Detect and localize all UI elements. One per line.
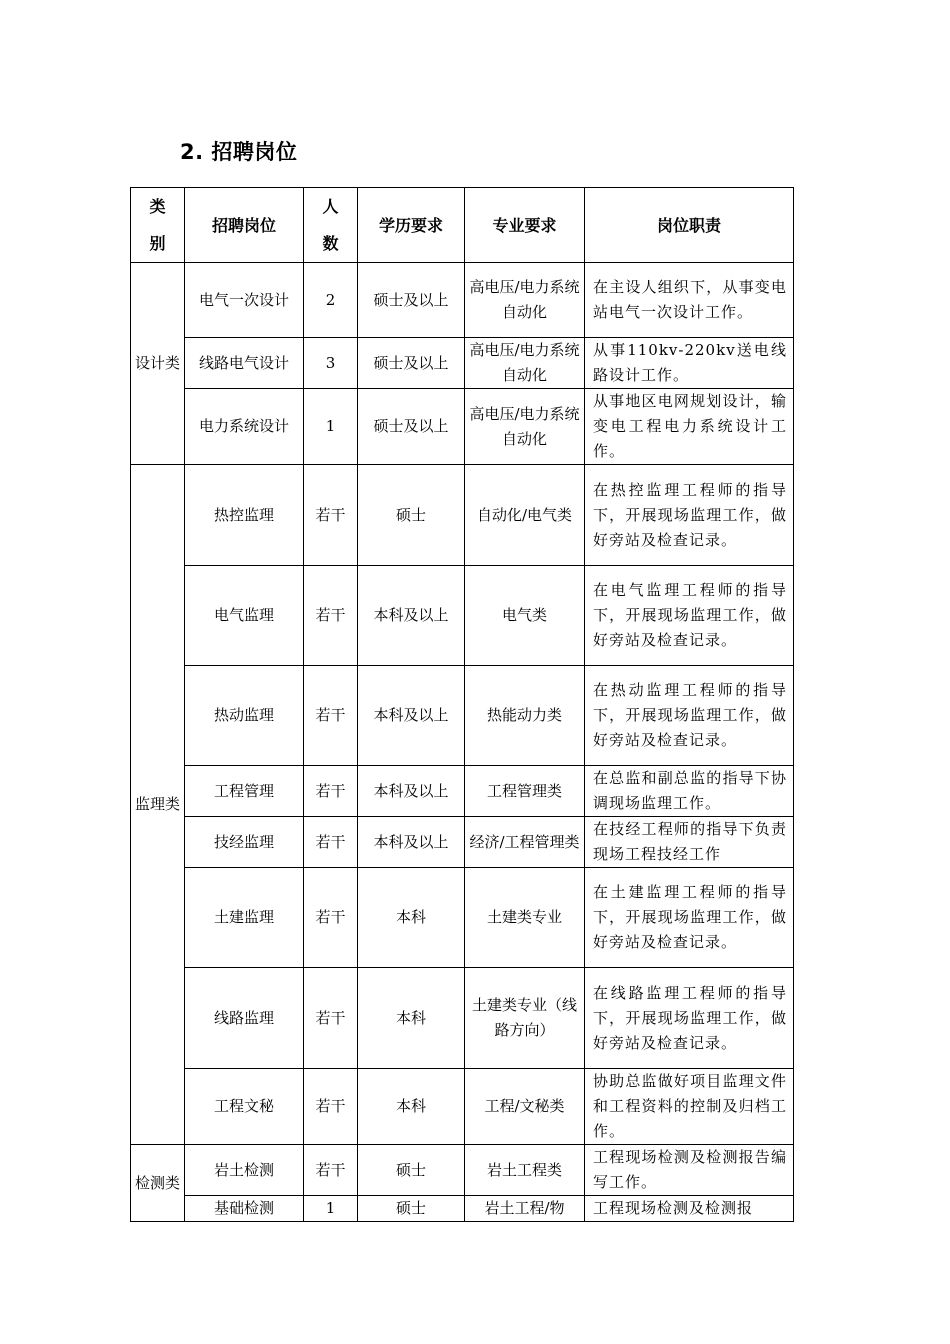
count-cell: 1 — [304, 1196, 358, 1222]
duties-cell: 在热动监理工程师的指导下，开展现场监理工作，做好旁站及检查记录。 — [585, 666, 794, 766]
major-cell: 工程/文秘类 — [465, 1069, 585, 1145]
position-cell: 技经监理 — [185, 817, 304, 868]
major-cell: 电气类 — [465, 566, 585, 666]
count-cell: 1 — [304, 389, 358, 465]
major-cell: 经济/工程管理类 — [465, 817, 585, 868]
major-cell: 土建类专业 — [465, 868, 585, 968]
major-cell: 岩土工程类 — [465, 1145, 585, 1196]
position-cell: 工程管理 — [185, 766, 304, 817]
major-cell: 高电压/电力系统自动化 — [465, 263, 585, 338]
count-cell: 若干 — [304, 1145, 358, 1196]
major-cell: 岩土工程/物 — [465, 1196, 585, 1222]
major-cell: 自动化/电气类 — [465, 465, 585, 566]
major-cell: 热能动力类 — [465, 666, 585, 766]
position-cell: 岩土检测 — [185, 1145, 304, 1196]
major-cell: 高电压/电力系统自动化 — [465, 389, 585, 465]
education-cell: 硕士 — [358, 1196, 465, 1222]
education-cell: 本科及以上 — [358, 566, 465, 666]
duties-cell: 在总监和副总监的指导下协调现场监理工作。 — [585, 766, 794, 817]
position-cell: 热动监理 — [185, 666, 304, 766]
education-cell: 本科 — [358, 1069, 465, 1145]
education-cell: 硕士及以上 — [358, 389, 465, 465]
header-education: 学历要求 — [358, 188, 465, 263]
education-cell: 本科及以上 — [358, 666, 465, 766]
category-cell: 监理类 — [131, 465, 185, 1145]
education-cell: 硕士及以上 — [358, 338, 465, 389]
header-count: 人 数 — [304, 188, 358, 263]
duties-cell: 在热控监理工程师的指导下，开展现场监理工作，做好旁站及检查记录。 — [585, 465, 794, 566]
header-position: 招聘岗位 — [185, 188, 304, 263]
count-cell: 若干 — [304, 868, 358, 968]
count-cell: 若干 — [304, 1069, 358, 1145]
major-cell: 高电压/电力系统自动化 — [465, 338, 585, 389]
count-cell: 3 — [304, 338, 358, 389]
duties-cell: 在线路监理工程师的指导下，开展现场监理工作，做好旁站及检查记录。 — [585, 968, 794, 1069]
education-cell: 本科 — [358, 868, 465, 968]
count-cell: 若干 — [304, 968, 358, 1069]
duties-cell: 在主设人组织下，从事变电站电气一次设计工作。 — [585, 263, 794, 338]
position-cell: 土建监理 — [185, 868, 304, 968]
category-cell: 设计类 — [131, 263, 185, 465]
duties-cell: 在电气监理工程师的指导下，开展现场监理工作，做好旁站及检查记录。 — [585, 566, 794, 666]
position-cell: 工程文秘 — [185, 1069, 304, 1145]
duties-cell: 从事地区电网规划设计，输变电工程电力系统设计工作。 — [585, 389, 794, 465]
job-positions-table — [130, 187, 794, 1222]
header-major: 专业要求 — [465, 188, 585, 263]
major-cell: 土建类专业（线路方向） — [465, 968, 585, 1069]
education-cell: 硕士 — [358, 465, 465, 566]
position-cell: 线路监理 — [185, 968, 304, 1069]
duties-cell: 工程现场检测及检测报 — [585, 1196, 794, 1222]
count-cell: 若干 — [304, 465, 358, 566]
education-cell: 本科 — [358, 968, 465, 1069]
count-cell: 若干 — [304, 666, 358, 766]
position-cell: 电力系统设计 — [185, 389, 304, 465]
section-heading: 2. 招聘岗位 — [180, 140, 298, 164]
header-category: 类 别 — [131, 188, 185, 263]
duties-cell: 协助总监做好项目监理文件和工程资料的控制及归档工作。 — [585, 1069, 794, 1145]
category-cell: 检测类 — [131, 1145, 185, 1222]
education-cell: 硕士及以上 — [358, 263, 465, 338]
major-cell: 工程管理类 — [465, 766, 585, 817]
education-cell: 本科及以上 — [358, 766, 465, 817]
position-cell: 线路电气设计 — [185, 338, 304, 389]
duties-cell: 工程现场检测及检测报告编写工作。 — [585, 1145, 794, 1196]
header-duties: 岗位职责 — [585, 188, 794, 263]
position-cell: 电气一次设计 — [185, 263, 304, 338]
position-cell: 热控监理 — [185, 465, 304, 566]
position-cell: 基础检测 — [185, 1196, 304, 1222]
duties-cell: 在土建监理工程师的指导下，开展现场监理工作，做好旁站及检查记录。 — [585, 868, 794, 968]
count-cell: 若干 — [304, 766, 358, 817]
count-cell: 2 — [304, 263, 358, 338]
count-cell: 若干 — [304, 817, 358, 868]
duties-cell: 从事110kv-220kv送电线路设计工作。 — [585, 338, 794, 389]
count-cell: 若干 — [304, 566, 358, 666]
duties-cell: 在技经工程师的指导下负责现场工程技经工作 — [585, 817, 794, 868]
position-cell: 电气监理 — [185, 566, 304, 666]
education-cell: 本科及以上 — [358, 817, 465, 868]
education-cell: 硕士 — [358, 1145, 465, 1196]
